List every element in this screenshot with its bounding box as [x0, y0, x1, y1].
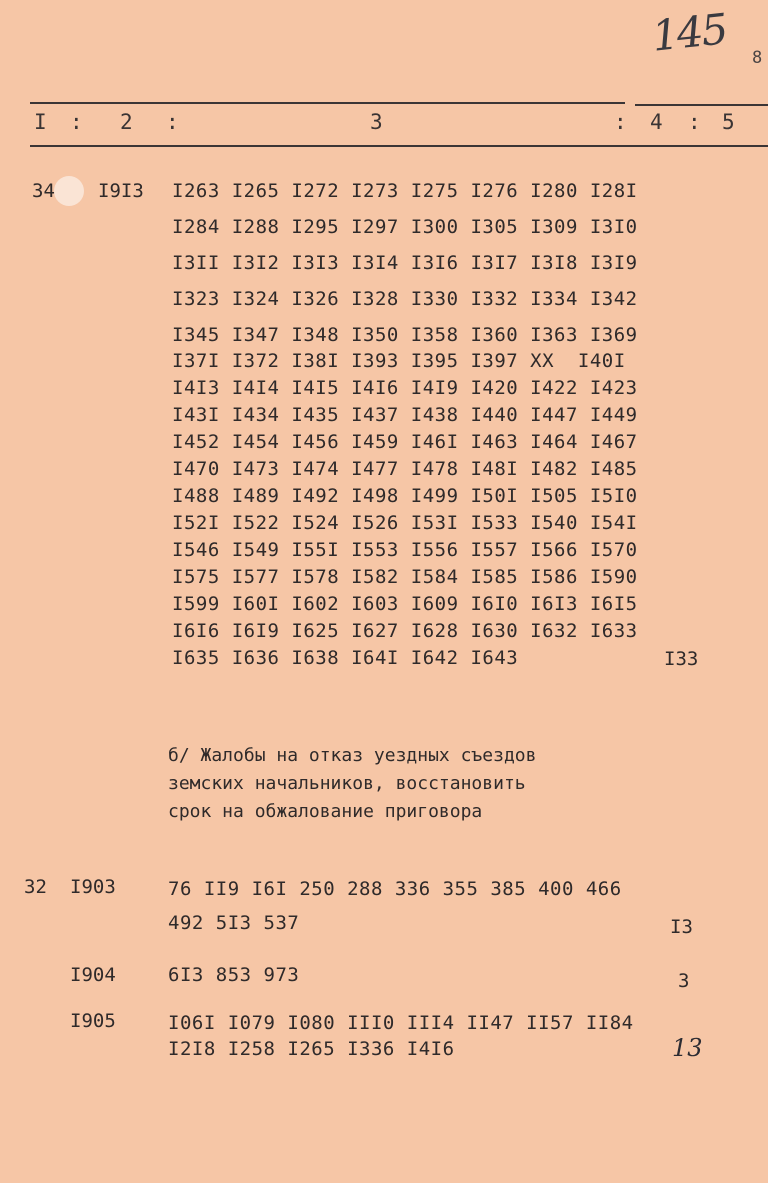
entry1-row: I263 I265 I272 I273 I275 I276 I280 I28I [172, 180, 638, 202]
header-col-3: 3 [370, 110, 383, 134]
entry1-row: I345 I347 I348 I350 I358 I360 I363 I369 [172, 324, 638, 346]
entry3-year: I904 [70, 964, 116, 986]
entry2-row-1: 76 II9 I6I 250 288 336 355 385 400 466 [168, 878, 622, 900]
entry1-row: I37I I372 I38I I393 I395 I397 XX I40I [172, 350, 626, 372]
entry1-row: I43I I434 I435 I437 I438 I440 I447 I449 [172, 404, 638, 426]
header-col-5: 5 [722, 110, 735, 134]
entry1-row: I6I6 I6I9 I625 I627 I628 I630 I632 I633 [172, 620, 638, 642]
entry3-row-1: 6I3 853 973 [168, 964, 300, 986]
entry4-total-handwritten: 13 [672, 1034, 703, 1062]
entry1-row: I284 I288 I295 I297 I300 I305 I309 I3I0 [172, 216, 638, 238]
header-rule-top-right [635, 104, 768, 106]
entry1-total: I33 [664, 648, 699, 670]
header-col-2: 2 [120, 110, 133, 134]
entry1-row: I3II I3I2 I3I3 I3I4 I3I6 I3I7 I3I8 I3I9 [172, 252, 638, 274]
header-sep-2: : [166, 110, 179, 134]
header-col-1: I [34, 110, 47, 134]
page-sub-number: 8 [752, 48, 763, 68]
header-sep-3: : [614, 110, 627, 134]
entry1-row: I575 I577 I578 I582 I584 I585 I586 I590 [172, 566, 638, 588]
entry1-row: I546 I549 I55I I553 I556 I557 I566 I570 [172, 539, 638, 561]
entry1-row: I635 I636 I638 I64I I642 I643 [172, 647, 519, 669]
entry2-total: I3 [670, 916, 693, 938]
entry4-year: I905 [70, 1010, 116, 1032]
section-b-line-1: б/ Жалобы на отказ уездных съездов [168, 745, 537, 766]
entry1-row: I452 I454 I456 I459 I46I I463 I464 I467 [172, 431, 638, 453]
paper-smudge [54, 176, 84, 206]
header-sep-4: : [688, 110, 701, 134]
entry2-year: I903 [70, 876, 116, 898]
entry1-row: I470 I473 I474 I477 I478 I48I I482 I485 [172, 458, 638, 480]
section-b-line-3: срок на обжалование приговора [168, 801, 483, 822]
entry2-col1: 32 [24, 876, 47, 898]
section-b-line-2: земских начальников, восстановить [168, 773, 526, 794]
page-number: 145 [649, 4, 729, 61]
header-rule-top-left [30, 102, 625, 104]
entry1-col1: 34 [32, 180, 55, 202]
entry1-row: I52I I522 I524 I526 I53I I533 I540 I54I [172, 512, 638, 534]
entry1-row: I488 I489 I492 I498 I499 I50I I505 I5I0 [172, 485, 638, 507]
header-sep-1: : [70, 110, 83, 134]
entry1-row: I599 I60I I602 I603 I609 I6I0 I6I3 I6I5 [172, 593, 638, 615]
header-col-4: 4 [650, 110, 663, 134]
entry3-total: 3 [678, 970, 690, 992]
entry1-row: I4I3 I4I4 I4I5 I4I6 I4I9 I420 I422 I423 [172, 377, 638, 399]
header-rule-bottom [30, 145, 768, 147]
entry1-year: I9I3 [98, 180, 144, 202]
entry1-row: I323 I324 I326 I328 I330 I332 I334 I342 [172, 288, 638, 310]
entry2-row-2: 492 5I3 537 [168, 912, 300, 934]
entry4-row-2: I2I8 I258 I265 I336 I4I6 [168, 1038, 455, 1060]
entry4-row-1: I06I I079 I080 III0 III4 II47 II57 II84 [168, 1012, 634, 1034]
